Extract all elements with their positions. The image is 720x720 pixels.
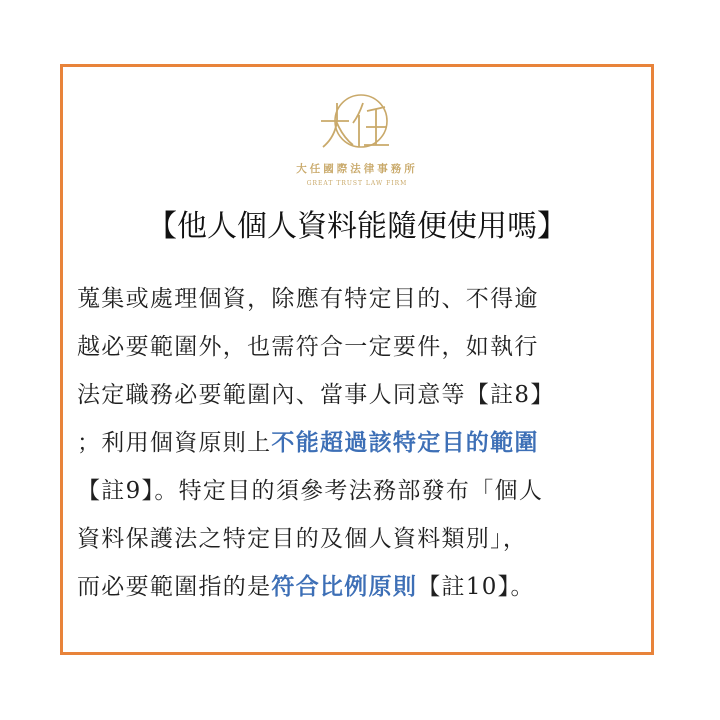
body-text-segment: ；利用個資原則上 [77,430,272,456]
content-frame [60,64,654,655]
highlighted-phrase: 不能超過該特定目的範圍 [271,429,539,456]
body-line [77,563,651,611]
body-line [77,467,651,515]
body-text-segment: 而必要範圍指的是 [77,574,272,600]
firm-name-chinese: 大任國際法律事務所 [296,163,418,175]
firm-name-english: GREAT TRUST LAW FIRM [306,180,408,187]
body-text-segment: 蒐集或處理個資，除應有特定目的、不得逾 [77,286,539,312]
body-text-segment: 法定職務必要範圍內、當事人同意等【註8】 [77,382,555,408]
body-line [77,419,651,467]
firm-logo-mark-icon [319,91,395,157]
body-line [77,371,651,419]
body-line [77,323,651,371]
body-line [77,275,651,323]
firm-logo [63,91,651,187]
body-text-segment: 越必要範圍外，也需符合一定要件，如執行 [77,334,539,360]
body-text-segment: 【註9】。特定目的須參考法務部發布「個人 [77,478,544,504]
highlighted-phrase: 符合比例原則 [271,573,418,600]
body-text [77,275,651,611]
body-line [77,515,651,563]
page-title: 【他人個人資料能隨便使用嗎】 [147,209,567,244]
body-text-segment: 資料保護法之特定目的及個人資料類別」， [77,526,528,552]
body-text-segment: 【註10】。 [417,574,535,600]
